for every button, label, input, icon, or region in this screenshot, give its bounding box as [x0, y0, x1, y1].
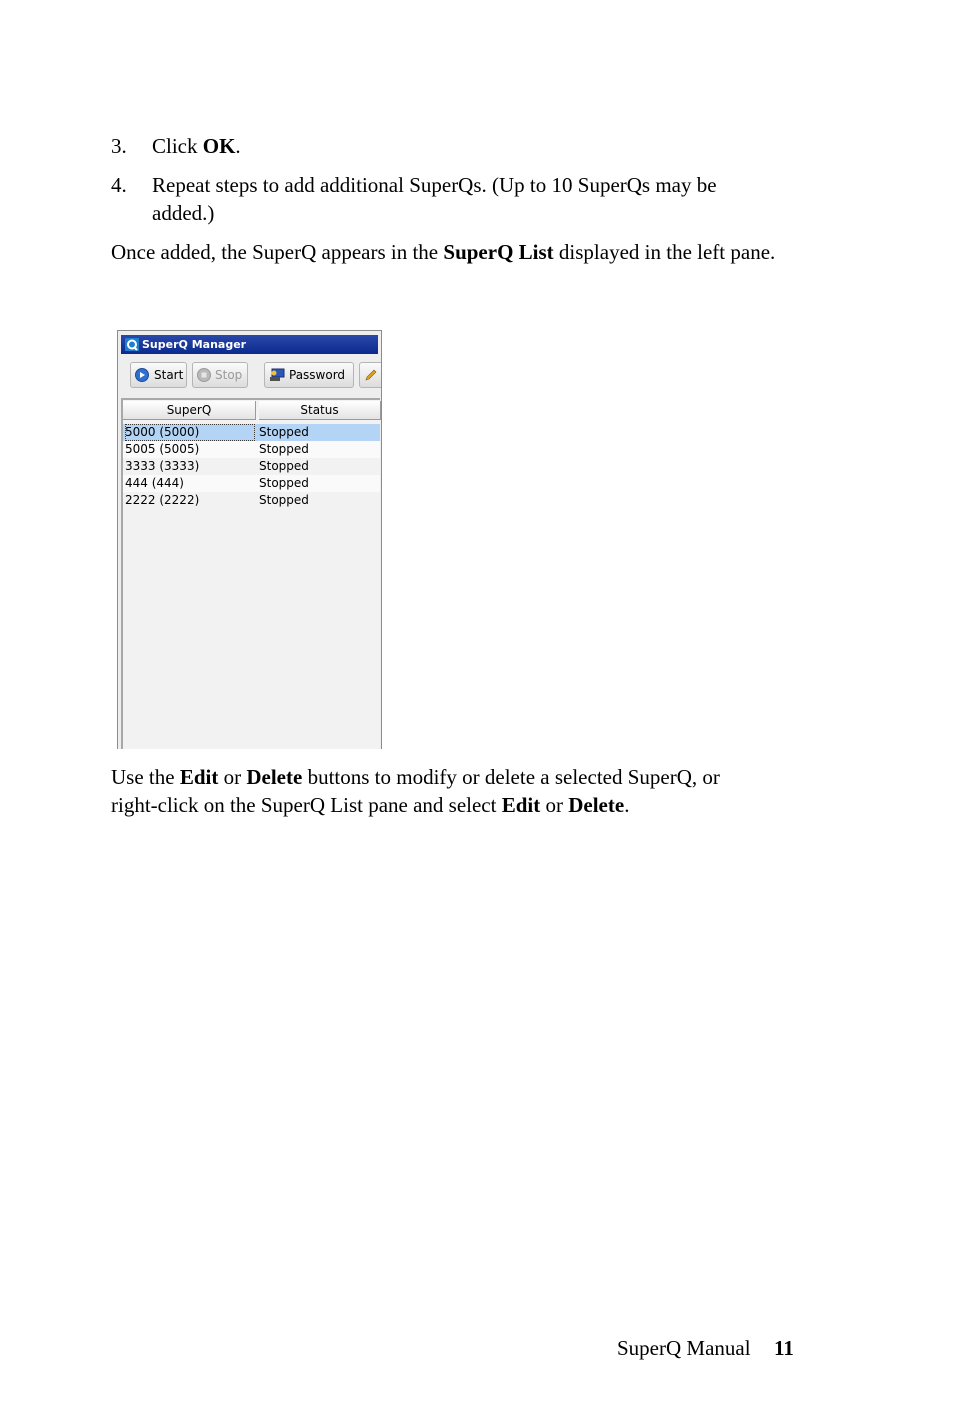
step-bold: OK — [202, 134, 236, 158]
note-text: or — [218, 765, 247, 789]
edit-delete-paragraph — [111, 763, 771, 819]
superq-cell: 5005 (5005) — [125, 442, 200, 456]
step-number: 3. — [111, 134, 127, 158]
intro-paragraph — [111, 238, 801, 266]
password-label: Password — [289, 368, 346, 382]
app-icon — [125, 338, 139, 351]
superq-manager-screenshot — [117, 330, 382, 749]
step-number: 4. — [111, 173, 127, 197]
password-button[interactable] — [264, 362, 354, 388]
page-number: 11 — [774, 1336, 794, 1360]
computer-user-icon — [269, 368, 285, 382]
window-title: SuperQ Manager — [142, 338, 247, 351]
stop-button[interactable] — [192, 362, 248, 388]
superq-list[interactable] — [121, 398, 380, 749]
intro-text: Once added, the SuperQ appears in the — [111, 240, 444, 264]
table-row[interactable] — [123, 475, 380, 492]
edit-button-partial[interactable] — [359, 362, 382, 388]
step-text: Repeat steps to add additional SuperQs. (Up to 10 SuperQs may be added.) — [152, 173, 717, 225]
play-icon — [135, 368, 149, 382]
step-text-part: Click — [152, 134, 203, 158]
status-cell: Stopped — [259, 476, 309, 490]
page-footer — [617, 1336, 794, 1360]
window-titlebar — [121, 335, 378, 354]
note-text: Use the — [111, 765, 180, 789]
intro-bold: SuperQ List — [443, 240, 554, 264]
table-row[interactable] — [123, 492, 380, 509]
note-text: buttons to modify or delete a selected SuperQ, or right-click on the SuperQ List pane and select — [111, 765, 720, 817]
pencil-icon — [364, 368, 378, 382]
table-row[interactable] — [123, 441, 380, 458]
table-row[interactable] — [123, 458, 380, 475]
status-cell: Stopped — [259, 425, 309, 439]
superq-cell: 444 (444) — [125, 476, 184, 490]
step-text-part: . — [235, 134, 241, 158]
status-cell: Stopped — [259, 493, 309, 507]
note-text: . — [624, 793, 630, 817]
status-cell: Stopped — [259, 459, 309, 473]
note-bold: Delete — [246, 765, 303, 789]
table-row[interactable] — [123, 424, 380, 441]
stop-icon — [197, 368, 211, 382]
manual-title: SuperQ Manual — [617, 1336, 751, 1360]
step-text — [152, 132, 792, 160]
note-text: or — [540, 793, 569, 817]
intro-text: displayed in the left pane. — [553, 240, 776, 264]
column-header-status[interactable]: Status — [259, 401, 381, 420]
note-bold: Edit — [501, 793, 541, 817]
status-cell: Stopped — [259, 442, 309, 456]
toolbar — [121, 358, 378, 394]
superq-cell: 3333 (3333) — [125, 459, 200, 473]
superq-cell: 2222 (2222) — [125, 493, 200, 507]
start-label: Start — [154, 368, 184, 382]
table-header — [123, 400, 380, 420]
column-header-superq[interactable]: SuperQ — [123, 401, 256, 420]
note-bold: Edit — [179, 765, 219, 789]
superq-cell: 5000 (5000) — [125, 424, 255, 441]
stop-label: Stop — [215, 368, 243, 382]
note-bold: Delete — [568, 793, 625, 817]
start-button[interactable] — [130, 362, 187, 388]
